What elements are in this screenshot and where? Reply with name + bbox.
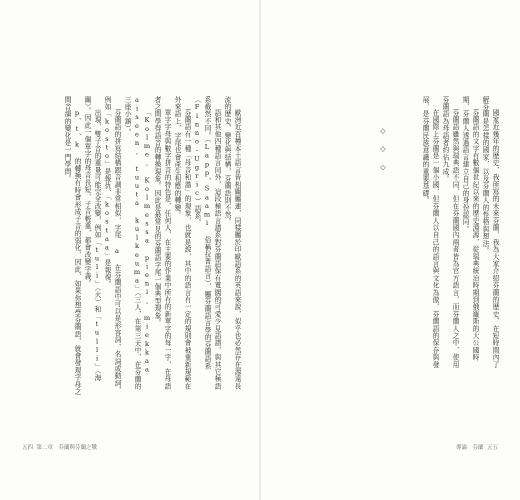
left-paragraph-3: 芬蘭語有一種「母音和諧」的現象，也就是說，其中的語言有一定的規則會被重新規範在外來語上，字尾也會產生相應的轉變。 — [173, 96, 191, 390]
right-page — [261, 0, 520, 500]
right-paragraph-4: 在國際上芬蘭是一個小國，但芬蘭人以自己的語言與文化為傲，芬蘭語的保存與發展，是芬蘭民族意識的重要基礎。 — [421, 96, 439, 369]
left-paragraph-2: 語和其他四種語言同外，這段極語言譜系對芬蘭語保有寬闊的可愛少見語譜，與其它極語系截然不同。（Lapp、Saami 俗稱拉普語言），屬芬蘭語言學的芬蘭語系（Finno-Ugric）語系。 — [193, 96, 221, 390]
right-paragraph-2: 芬蘭語的文字有數個世紀以來的歷史淵源，從瑞典統治時期到俄羅斯的大公國時期，芬蘭人透過語言建立自己的身份認同。 — [461, 96, 479, 362]
right-paragraph-3: 芬蘭語雖然與瑞典語不同，但在芬蘭國內兩者皆為官方語言，而芬蘭人之中，使用芬蘭語為母語者約佔九成。 — [441, 96, 459, 369]
left-page — [0, 0, 259, 500]
left-paragraph-6: 芬蘭語的拼寫結構跟音調非常相似，字尾 a 在芬蘭語中可以是形容詞、名詞或動詞，例如「kosto」是報仇、「kostaa」是報復。 — [103, 96, 121, 395]
left-chapter-title: 第二章 芬蘭與芬蘭之戰 — [36, 445, 98, 451]
right-footer — [456, 443, 498, 451]
right-folio: 五五 — [486, 445, 498, 451]
left-page-body — [20, 96, 242, 396]
left-paragraph-5: 「Kolme, Kolmessa pieni, miekkaa aiseen, tuuta kulkeuma」（三人，在第三天中，在芬蘭的三座小鎮）。 — [123, 96, 151, 390]
left-paragraph-1: 歐洲近百種本土語言皆相關屬連，同樣屬於印歐語系的英語來說，似乎也必然存在源遠長流的歷史、變化與結構，芬蘭語則不然。 — [223, 96, 241, 390]
left-paragraph-7: 出現，雙子音的重量可能完全改變，例如「tuli」（火）和「tulli」（海關）。因此一個單字的母音長短、子音輕重，都會改變字義。 — [83, 96, 101, 382]
right-running-head: 導論 芬蘭 — [455, 445, 484, 451]
left-folio: 五四 — [22, 445, 34, 451]
left-paragraph-8: p、t、k 的轉換有時會形成子音的弱化，因此，如果你想學芬蘭語，就會發現字母之間音韻的變化是一門學問。 — [63, 96, 81, 396]
left-paragraph-4: 單字字母與數字拼音的特色是，任何人，在主要的作業中所有的新單字的每一字，在母語者之間學得語音的轉換現象。因此是最常見的芬蘭語字尾一個典型現象。 — [153, 96, 171, 390]
right-page-body — [303, 96, 500, 372]
left-footer — [22, 443, 97, 451]
right-paragraph-1: 國家近幾年的歷史，我所寫的未來芬蘭，我為大家介紹芬蘭的歷史，在短時間內了解芬蘭是怎樣的國家，以及芬蘭人的性格與想法。 — [481, 96, 499, 369]
section-break-ornament: ◇ ◇ ◇ — [379, 127, 387, 176]
